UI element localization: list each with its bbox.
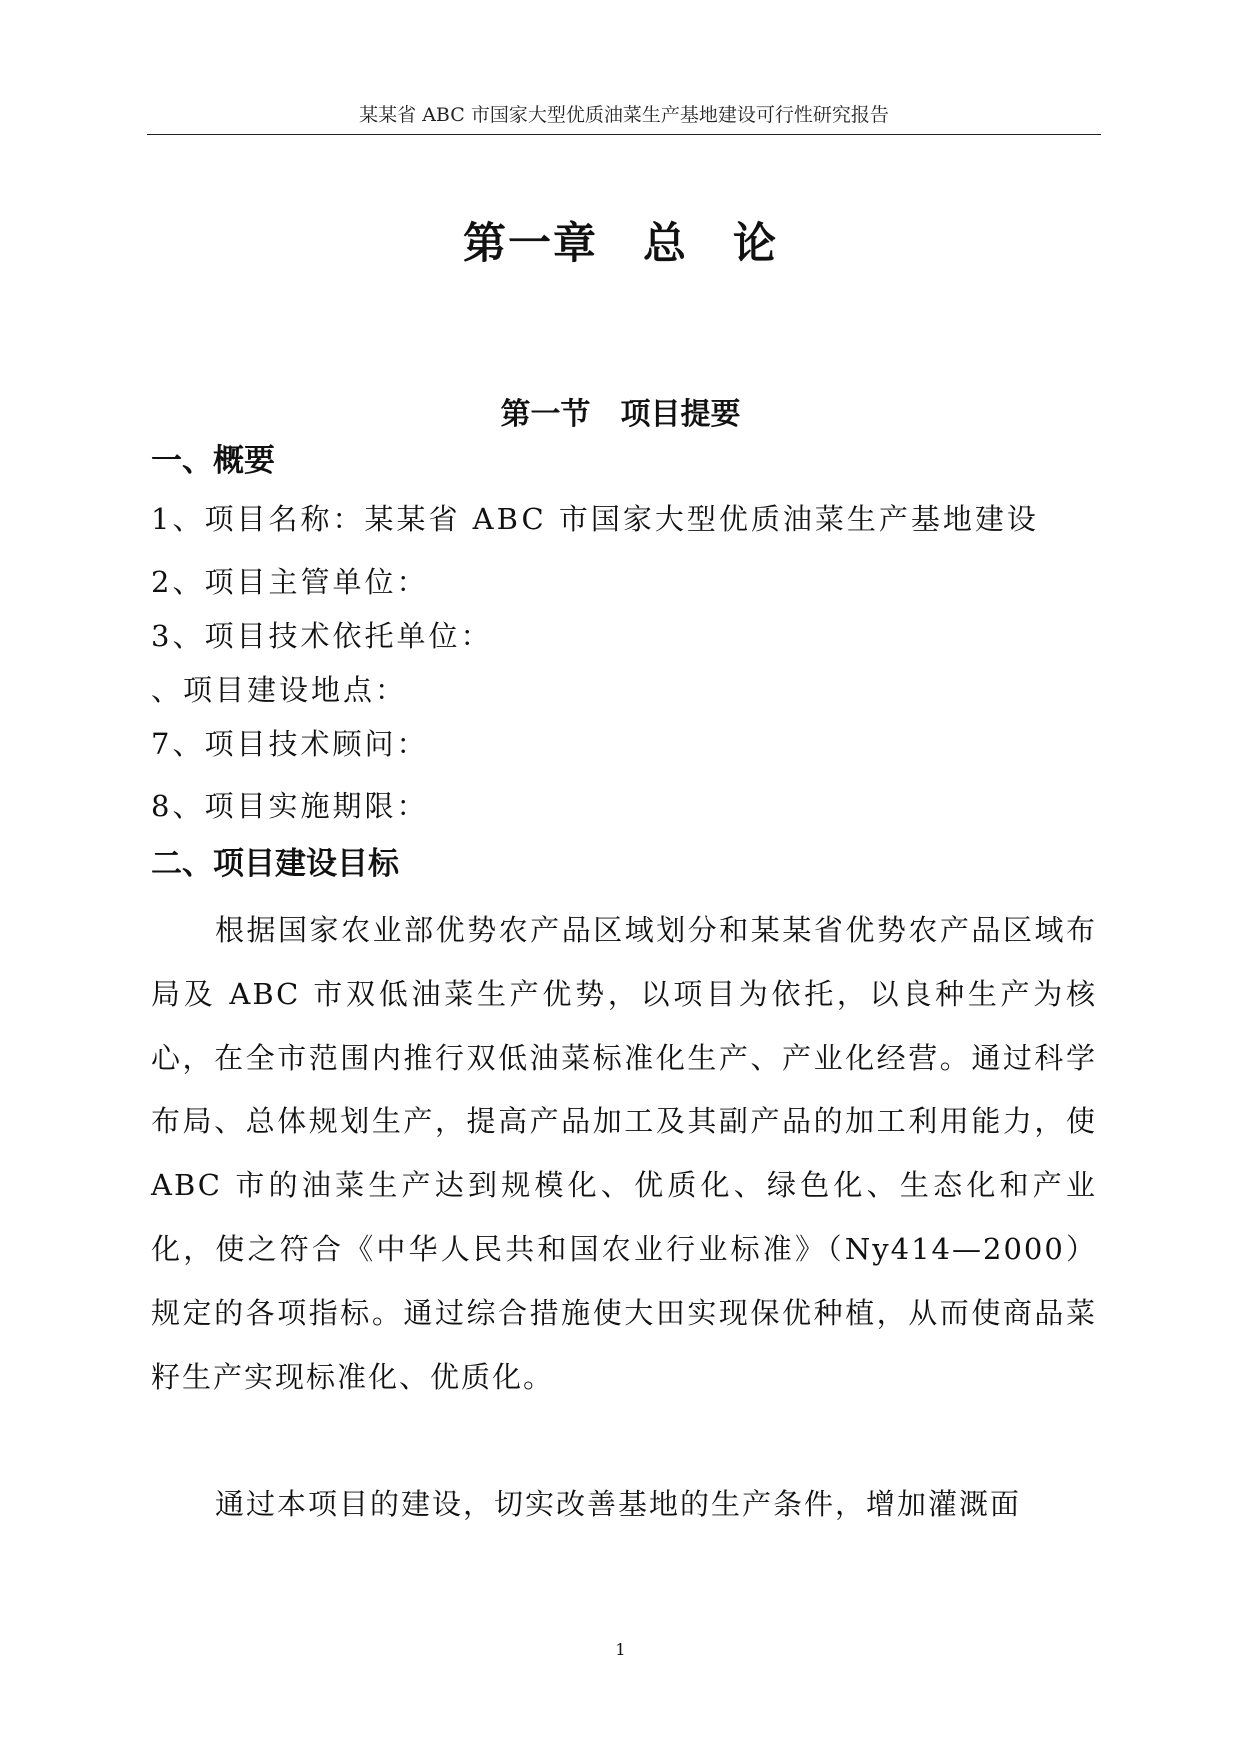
section-title: 第一节 项目提要 — [500, 397, 741, 432]
list-item-construction-site: 、项目建设地点： — [151, 673, 408, 707]
header-divider — [147, 134, 1101, 135]
list-item-supervising-unit: 2、项目主管单位： — [151, 565, 429, 599]
body-paragraph: 根据国家农业部优势农产品区域划分和某某省优势农产品区域布局及 ABC 市双低油菜生产优势，以项目为依托，以良种生产为核心，在全市范围内推行双低油菜标准化生产、产业化经营。通过科学布局、总体规划生产，提高产品加工及其副产品的加工利用能力，使 ABC 市的油菜生产达到规模化、优质化、绿色化、生态化和产业化，使之符合《中华人民共和国农业行业标准》（Ny414—2000）规定的各项指标。通过综合措施使大田实现保优种植，从而使商品菜籽生产实现标准化、优质化。 — [151, 913, 1097, 1394]
page-number: 1 — [615, 1640, 626, 1659]
list-item-technical-support-unit: 3、项目技术依托单位： — [151, 619, 493, 653]
heading-construction-goals: 二、项目建设目标 — [151, 846, 399, 882]
running-header: 某某省 ABC 市国家大型优质油菜生产基地建设可行性研究报告 — [359, 104, 889, 126]
body-paragraph: 通过本项目的建设，切实改善基地的生产条件，增加灌溉面 — [215, 1487, 1022, 1521]
list-item-implementation-period: 8、项目实施期限： — [151, 789, 429, 823]
heading-overview: 一、概要 — [151, 443, 275, 479]
chapter-title: 第一章 总 论 — [463, 219, 778, 269]
list-item-technical-advisor: 7、项目技术顾问： — [151, 727, 429, 761]
list-item-project-name: 1、项目名称：某某省 ABC 市国家大型优质油菜生产基地建设 — [151, 502, 1039, 536]
